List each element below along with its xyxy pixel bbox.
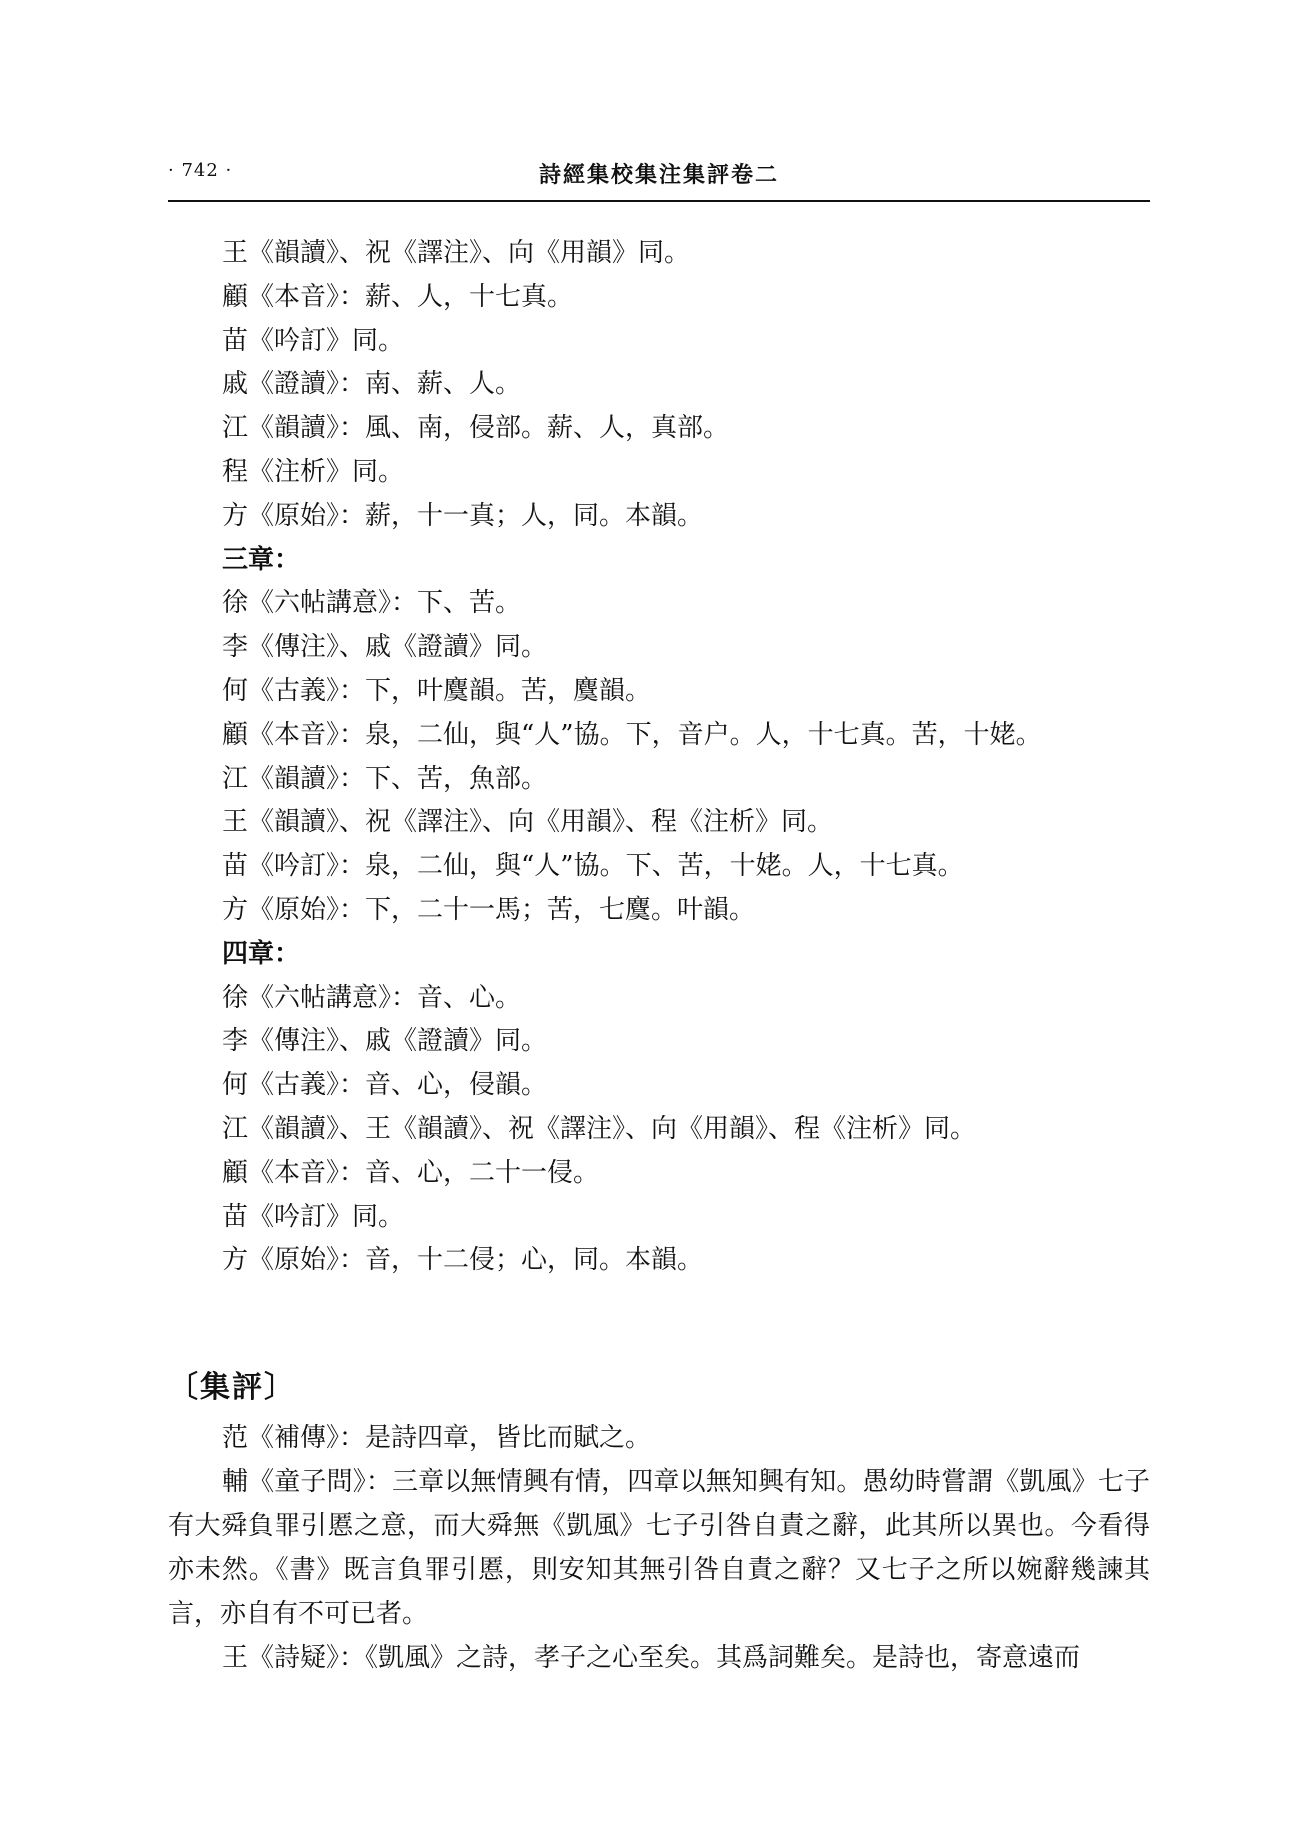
section-heading: 〔集評〕 [168,1370,296,1405]
comment-paragraph: 王《詩疑》：《凱風》之詩，孝子之心至矣。其爲詞難矣。是詩也，寄意遠而 [222,1643,1081,1673]
rhyme-line: 王《韻讀》、祝《譯注》、向《用韻》同。 [222,238,691,268]
rhyme-line: 顧《本音》：泉，二仙，與“人”協。下，音户。人，十七真。苦，十姥。 [222,719,1042,750]
rhyme-line: 徐《六帖講意》：下、苦。 [222,588,522,619]
rhyme-line: 何《古義》：音、心，侵韻。 [222,1070,548,1101]
rhyme-notes [222,232,1152,1283]
rhyme-line: 苗《吟訂》同。 [222,325,405,356]
running-title: 詩經集校集注集評卷二 [538,162,779,188]
rhyme-line: 江《韻讀》：下、苦，魚部。 [222,763,548,794]
header-rule [168,200,1150,202]
rhyme-line: 苗《吟訂》：泉，二仙，與“人”協。下、苦，十姥。人，十七真。 [222,851,964,882]
rhyme-line: 李《傳注》、戚《證讀》同。 [222,1026,548,1057]
rhyme-line: 戚《證讀》：南、薪、人。 [222,369,522,400]
page-number: · 742 · [168,160,233,181]
rhyme-line: 方《原始》：薪，十一真；人，同。本韻。 [222,500,704,531]
rhyme-line: 何《古義》：下，叶麌韻。苦，麌韻。 [222,675,652,706]
rhyme-line: 方《原始》：音，十二侵；心，同。本韻。 [222,1245,704,1276]
comment-paragraph: 輔《童子問》：三章以無情興有情，四章以無知興有知。愚幼時嘗謂《凱風》七子有大舜負罪引慝之意，而大舜無《凱風》七子引咎自責之辭，此其所以異也。今看得亦未然。《書》既言負罪引慝，則安知其無引咎自責之辭？又七子之所以婉辭幾諫其言，亦自有不可已者。 [168,1467,1150,1629]
rhyme-line: 李《傳注》、戚《證讀》同。 [222,632,548,663]
rhyme-line: 顧《本音》：薪、人，十七真。 [222,281,574,312]
page-header [168,160,1150,192]
rhyme-line: 王《韻讀》、祝《譯注》、向《用韻》、程《注析》同。 [222,807,834,838]
rhyme-line: 顧《本音》：音、心，二十一侵。 [222,1157,600,1188]
comments-section [168,1416,1150,1680]
rhyme-line: 江《韻讀》、王《韻讀》、祝《譯注》、向《用韻》、程《注析》同。 [222,1113,977,1144]
rhyme-line: 徐《六帖講意》：音、心。 [222,982,522,1013]
comment-paragraph: 范《補傳》：是詩四章，皆比而賦之。 [222,1423,652,1453]
rhyme-line: 苗《吟訂》同。 [222,1201,405,1232]
rhyme-line: 方《原始》：下，二十一馬；苦，七麌。叶韻。 [222,894,756,925]
rhyme-line: 江《韻讀》：風、南，侵部。薪、人，真部。 [222,413,730,444]
rhyme-line: 程《注析》同。 [222,456,405,487]
chapter-heading: 四章： [222,938,301,969]
chapter-heading: 三章： [222,544,301,575]
